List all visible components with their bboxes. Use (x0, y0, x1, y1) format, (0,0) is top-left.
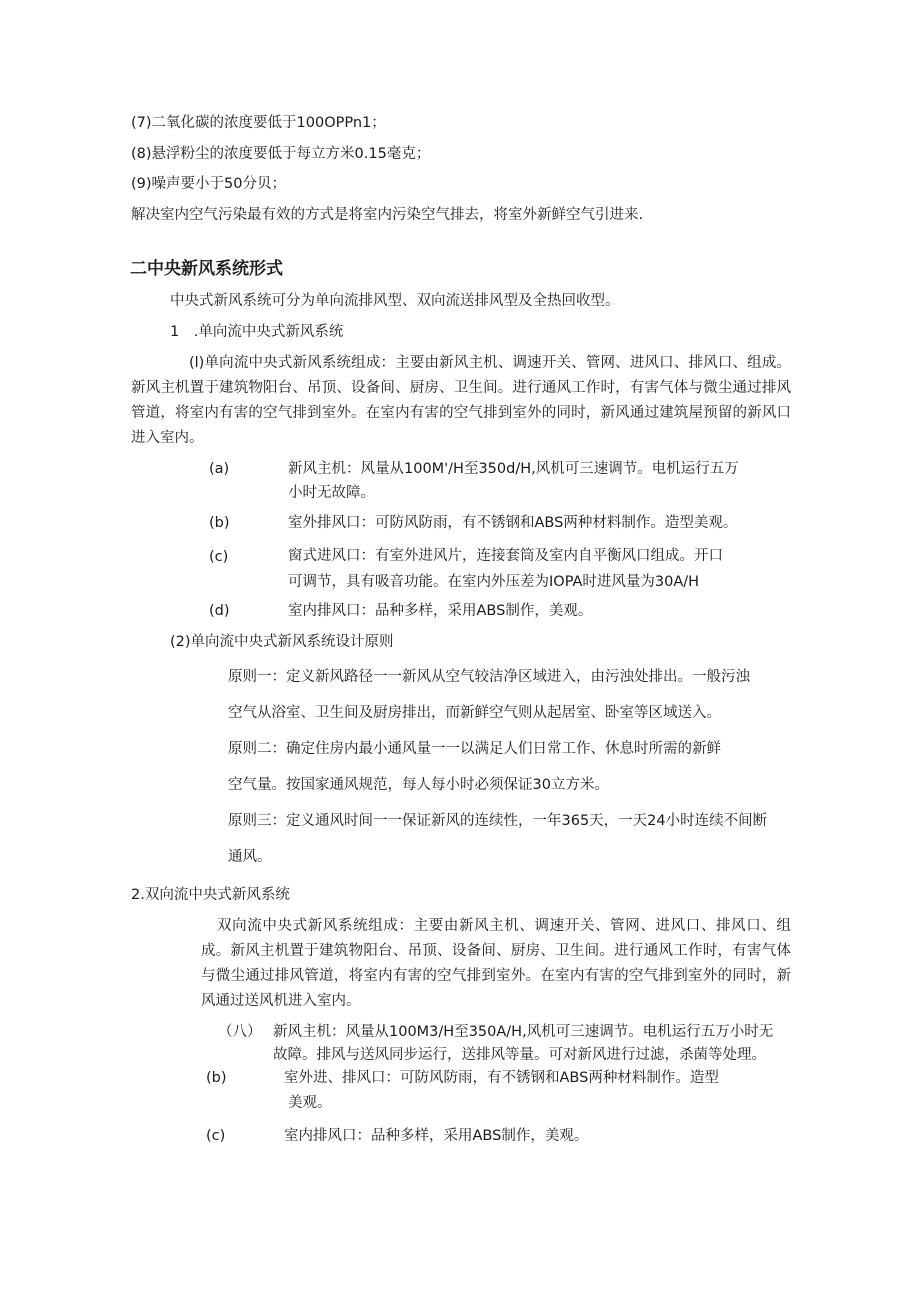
item2-c-label: (c) (206, 1128, 226, 1144)
principles-title: (2)单向流中央式新风系统设计原则 (170, 634, 394, 650)
composition2-paragraph: 双向流中央式新风系统组成：主要由新风主机、调速开关、管网、进风口、排风口、组成。新风主机置于建筑物阳台、吊顶、设备间、厨房、卫生间。进行通风工作时，有害气体与微尘通过排风管道，将室内有害的空气排到室外。在室内有害的空气排到室外的同时，新风通过送风机进入室内。 (201, 918, 791, 1009)
principle-3-line2: 通风。 (228, 849, 272, 865)
item-d-text: 室内排风口：品种多样，采用ABS制作，美观。 (288, 603, 593, 619)
subsection-1-title: 1 .单向流中央式新风系统 (170, 324, 344, 340)
principle-3-line1: 原则三：定义通风时间一一保证新风的连续性，一年365天，一天24小时连续不间断 (228, 813, 768, 829)
principle-2-line1: 原则二：确定住房内最小通风量一一以满足人们日常工作、休息时所需的新鲜 (228, 741, 721, 757)
item-a-text: 新风主机：风量从100M'/H至350d∕H,风机可三速调节。电机运行五万 (288, 461, 739, 477)
item-c-text-cont: 可调节，具有吸音功能。在室内外压差为IOPA时进风量为30A∕H (288, 574, 700, 590)
solution-statement: 解决室内空气污染最有效的方式是将室内污染空气排去，将室外新鲜空气引进来. (131, 207, 644, 223)
item-a-text-cont: 小时无故障。 (288, 485, 375, 501)
item2-a-text: 新风主机：风量从100M3/H至350A∕H,风机可三速调节。电机运行五万小时无 (273, 1024, 774, 1040)
section-intro: 中央式新风系统可分为单向流排风型、双向流送排风型及全热回收型。 (170, 293, 620, 309)
item2-b-text: 室外进、排风口：可防风防雨，有不锈钢和ABS两种材料制作。造型 (284, 1070, 719, 1086)
item2-a-text-cont: 故障。排风与送风同步运行，送排风等量。可对新风进行过滤，杀菌等处理。 (273, 1047, 766, 1063)
item-c-label: (c) (209, 549, 229, 565)
requirement-7: (7)二氧化碳的浓度要低于100OPPn1； (131, 115, 386, 131)
requirement-9: (9)噪声要小于50分贝； (131, 176, 286, 192)
item2-a-label: （八） (218, 1024, 262, 1040)
item-c-text: 窗式进风口：有室外进风片，连接套筒及室内自平衡风口组成。开口 (288, 548, 723, 564)
item2-b-label: (b) (206, 1070, 227, 1086)
subsection-2-title: 2.双向流中央式新风系统 (131, 887, 290, 903)
principle-1-line1: 原则一：定义新风路径一一新风从空气较洁净区域进入，由污浊处排出。一般污浊 (228, 669, 750, 685)
composition-paragraph: (l)单向流中央式新风系统组成：主要由新风主机、调速开关、管网、进风口、排风口、组成。新风主机置于建筑物阳台、吊顶、设备间、厨房、卫生间。进行通风工作时，有害气体与微尘通过排风管道，将室内有害的空气排到室外。在室内有害的空气排到室外的同时，新风通过建筑屋预留的新风口进入室内。 (131, 355, 791, 446)
item-a-label: (a) (209, 461, 230, 477)
item-d-label: (d) (209, 603, 230, 619)
principle-1-line2: 空气从浴室、卫生间及厨房排出，而新鲜空气则从起居室、卧室等区域送入。 (228, 705, 721, 721)
item2-b-text-cont: 美观。 (288, 1095, 332, 1111)
item-b-label: (b) (209, 515, 230, 531)
item-b-text: 室外排风口：可防风防雨，有不锈钢和ABS两种材料制作。造型美观。 (288, 515, 738, 531)
item2-c-text: 室内排风口：品种多样，采用ABS制作，美观。 (284, 1128, 589, 1144)
principle-2-line2: 空气量。按国家通风规范，每人每小时必须保证30立方米。 (228, 777, 609, 793)
section-title: 二中央新风系统形式 (130, 259, 283, 279)
requirement-8: (8)悬浮粉尘的浓度要低于每立方米0.15毫克； (131, 146, 431, 162)
